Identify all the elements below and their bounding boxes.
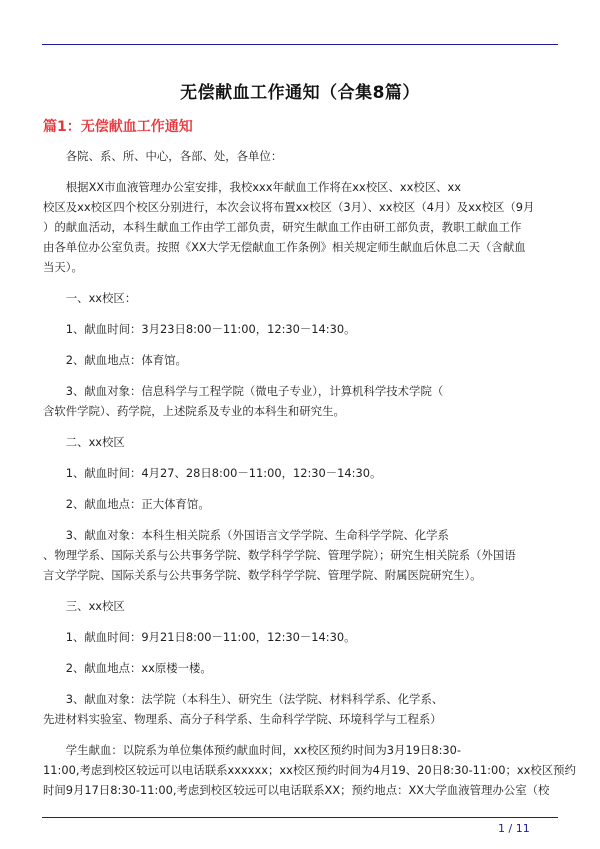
text-line: 1、献血时间：4月27、28日8:00－11:00，12:30－14:30。: [43, 466, 382, 480]
paragraph-gap: [43, 616, 559, 627]
page-number: 1 / 11: [498, 822, 530, 835]
text-line: 先进材料实验室、物理系、高分子科学系、生命科学学院、环境科学与工程系）: [43, 712, 442, 726]
paragraph-gap: [43, 729, 559, 740]
text-line: 二、xx校区: [43, 435, 125, 449]
text-line: 时间9月17日8:30-11:00,考虑到校区较远可以电话联系XX；预约地点：XX大学血液管理办公室（校: [43, 783, 550, 797]
text-line: 1、献血时间：9月21日8:00－11:00，12:30－14:30。: [43, 630, 356, 644]
document-body: [43, 146, 576, 800]
text-line: 各院、系、所、中心，各部、处，各单位：: [43, 149, 283, 163]
paragraph-gap: [43, 339, 559, 350]
text-line: 、物理学系、国际关系与公共事务学院、数学科学学院、管理学院）；研究生相关院系（外国语: [43, 548, 516, 562]
text-line: 11:00,考虑到校区较远可以电话联系xxxxxx；xx校区预约时间为4月19、20日8:30-11:00；xx校区预约: [43, 763, 576, 777]
paragraph-gap: [43, 647, 559, 658]
text-line: 2、献血地点：体育馆。: [43, 353, 187, 367]
document-title: 无偿献血工作通知（合集8篇）: [180, 83, 420, 103]
section-heading: 篇1：无偿献血工作通知: [43, 119, 193, 135]
paragraph-gap: [43, 585, 559, 596]
paragraph-gap: [43, 166, 559, 177]
text-line: 由各单位办公室负责。按照《XX大学无偿献血工作条例》相关规定师生献血后休息二天（含献血: [43, 240, 526, 254]
text-line: 2、献血地点：正大体育馆。: [43, 497, 210, 511]
text-line: 一、xx校区：: [43, 291, 137, 305]
top-rule: [42, 44, 558, 45]
paragraph-gap: [43, 308, 559, 319]
text-line: 校区及xx校区四个校区分别进行，本次会议将布置xx校区（3月）、xx校区（4月）及xx校区（9月: [43, 200, 535, 214]
text-line: 3、献血对象：法学院（本科生）、研究生（法学院、材料科学系、化学系、: [43, 692, 444, 706]
text-line: 含软件学院）、药学院，上述院系及专业的本科生和研究生。: [43, 404, 345, 418]
text-line: 3、献血对象：信息科学与工程学院（微电子专业），计算机科学技术学院（: [43, 384, 444, 398]
bottom-rule: [42, 817, 558, 818]
text-line: 3、献血对象：本科生相关院系（外国语言文学学院、生命科学学院、化学系: [43, 528, 449, 542]
paragraph-gap: [43, 678, 559, 689]
text-line: ）的献血活动，本科生献血工作由学工部负责，研究生献血工作由研工部负责，教职工献血工作: [43, 220, 522, 234]
paragraph-gap: [43, 452, 559, 463]
text-line: 根据XX市血液管理办公室安排，我校xxx年献血工作将在xx校区、xx校区、xx: [43, 180, 461, 194]
text-line: 三、xx校区: [43, 599, 125, 613]
text-line: 言文学学院、国际关系与公共事务学院、数学科学学院、管理学院、附属医院研究生）。: [43, 568, 482, 582]
text-line: 当天）。: [43, 260, 83, 274]
paragraph-gap: [43, 370, 559, 381]
text-line: 1、献血时间：3月23日8:00－11:00，12:30－14:30。: [43, 322, 356, 336]
paragraph-gap: [43, 421, 559, 432]
paragraph-gap: [43, 277, 559, 288]
paragraph-gap: [43, 514, 559, 525]
text-line: 2、献血地点：xx原楼一楼。: [43, 661, 212, 675]
paragraph-gap: [43, 483, 559, 494]
text-line: 学生献血：以院系为单位集体预约献血时间，xx校区预约时间为3月19日8:30-: [43, 743, 462, 757]
